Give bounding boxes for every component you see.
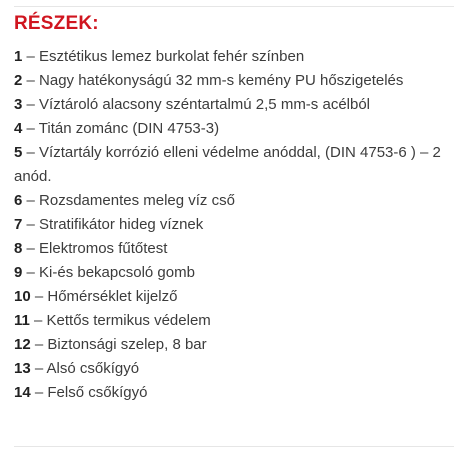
item-number: 3	[14, 96, 23, 113]
item-text: Rozsdamentes meleg víz cső	[39, 192, 235, 209]
top-divider	[14, 6, 454, 7]
item-separator: –	[30, 384, 48, 401]
item-number: 12	[14, 336, 31, 353]
list-item	[14, 69, 444, 93]
item-separator: –	[22, 72, 40, 89]
item-text: Hőmérséklet kijelző	[47, 288, 178, 305]
item-number: 1	[14, 48, 23, 65]
item-number: 4	[14, 120, 23, 137]
item-number: 5	[14, 144, 23, 161]
list-item	[14, 261, 444, 285]
list-item	[14, 141, 444, 189]
item-separator: –	[29, 312, 47, 329]
item-separator: –	[22, 264, 40, 281]
list-item	[14, 93, 444, 117]
item-number: 8	[14, 240, 23, 257]
list-item	[14, 237, 444, 261]
item-separator: –	[22, 216, 40, 233]
item-text: Kettős termikus védelem	[46, 312, 211, 329]
item-number: 7	[14, 216, 23, 233]
item-separator: –	[22, 192, 40, 209]
item-separator: –	[22, 240, 40, 257]
item-number: 9	[14, 264, 23, 281]
item-separator: –	[30, 336, 48, 353]
item-number: 2	[14, 72, 23, 89]
bottom-divider	[14, 446, 454, 447]
list-item	[14, 213, 444, 237]
list-item	[14, 45, 444, 69]
item-number: 11	[14, 312, 30, 329]
item-text: Stratifikátor hideg víznek	[39, 216, 204, 233]
list-item	[14, 117, 444, 141]
item-separator: –	[30, 360, 47, 377]
item-number: 10	[14, 288, 31, 305]
list-item	[14, 189, 444, 213]
item-text: Alsó csőkígyó	[46, 360, 140, 377]
item-text: Biztonsági szelep, 8 bar	[47, 336, 207, 353]
item-text: Ki-és bekapcsoló gomb	[39, 264, 195, 281]
item-number: 6	[14, 192, 23, 209]
parts-list	[14, 45, 444, 405]
list-item	[14, 381, 444, 405]
item-text: Víztartály korrózió elleni védelme anóddal, (DIN 4753-6 ) – 2 anód.	[14, 144, 441, 185]
item-text: Felső csőkígyó	[47, 384, 148, 401]
item-separator: –	[22, 120, 39, 137]
list-item	[14, 309, 444, 333]
item-separator: –	[22, 48, 40, 65]
item-number: 14	[14, 384, 31, 401]
list-item	[14, 333, 444, 357]
list-item	[14, 357, 444, 381]
item-text: Esztétikus lemez burkolat fehér színben	[39, 48, 305, 65]
list-item	[14, 285, 444, 309]
item-text: Titán zománc (DIN 4753-3)	[38, 120, 220, 137]
item-separator: –	[22, 144, 40, 161]
item-text: Nagy hatékonyságú 32 mm-s kemény PU hőszigetelés	[39, 72, 404, 89]
item-separator: –	[30, 288, 48, 305]
section-heading: RÉSZEK:	[14, 13, 99, 34]
item-text: Elektromos fűtőtest	[39, 240, 168, 257]
item-separator: –	[22, 96, 40, 113]
item-number: 13	[14, 360, 31, 377]
item-text: Víztároló alacsony széntartalmú 2,5 mm-s acélból	[39, 96, 371, 113]
